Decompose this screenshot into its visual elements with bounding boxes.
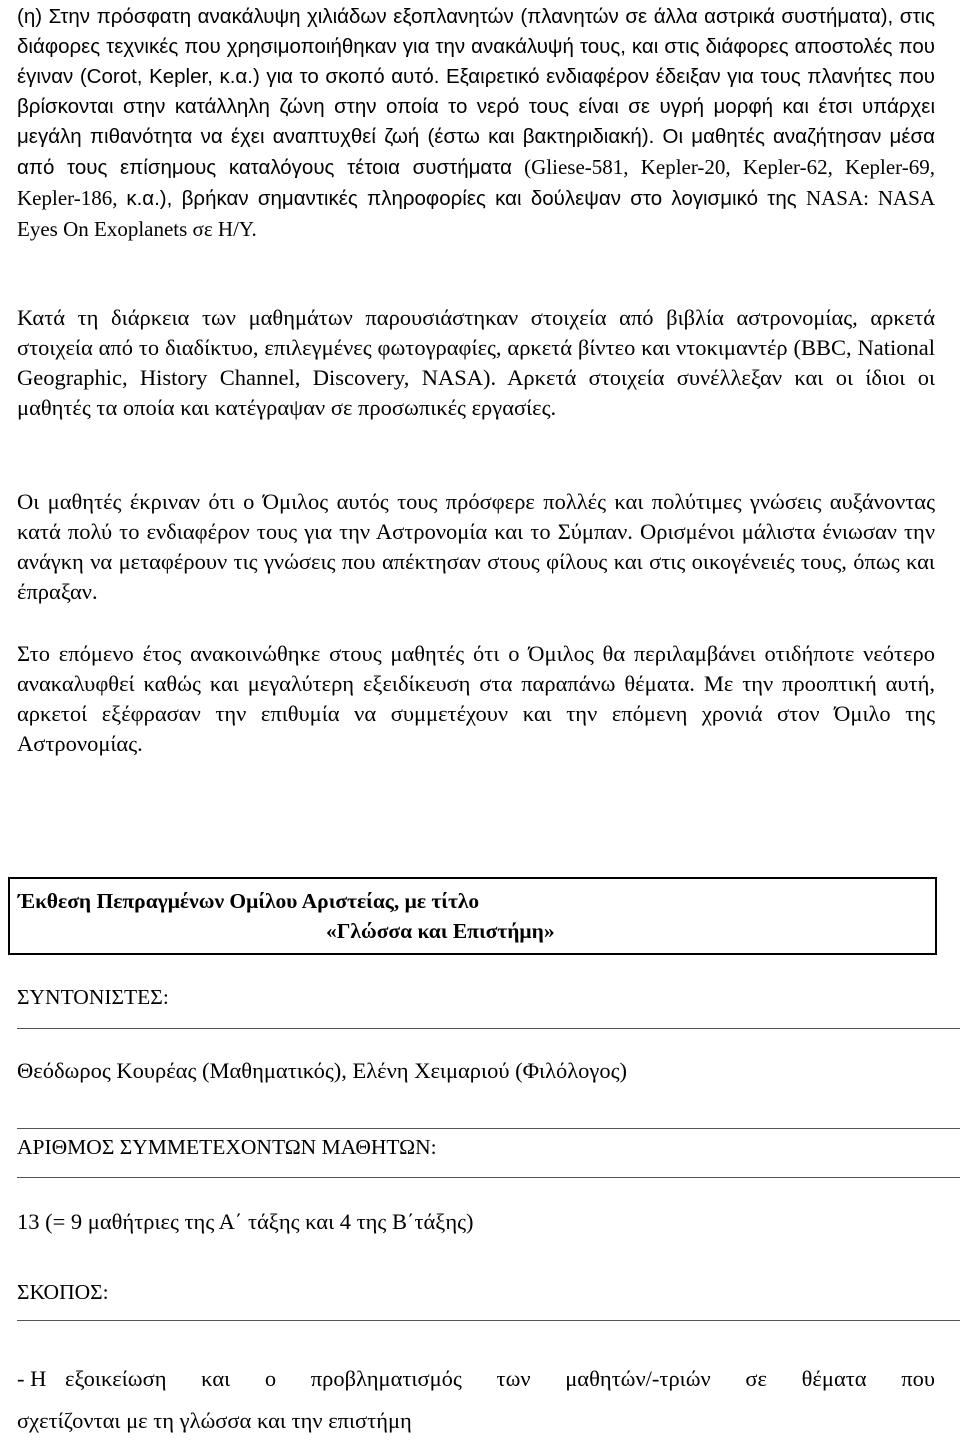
section-divider [17,1028,960,1029]
paragraph-exoplanets [17,2,935,245]
coordinators-names: Θεόδωρος Κουρέας (Μαθηματικός), Ελένη Χειμαριού (Φιλόλογος) [17,1058,628,1083]
goal-list-item [17,1358,935,1442]
participants-heading: ΑΡΙΘΜΟΣ ΣΥΜΜΕΤΕΧΟΝΤΩΝ ΜΑΘΗΤΩΝ: [17,1135,437,1159]
report-title-box [8,877,937,955]
goal-heading: ΣΚΟΠΟΣ: [17,1280,109,1304]
paragraph-exoplanets-part-d: NASA: NASA Eyes On Exoplanets σε Η/Υ. [17,186,935,241]
coordinators-heading: ΣΥΝΤΟΝΙΣΤΕΣ: [17,985,169,1009]
goal-item-line2: σχετίζονται με τη γλώσσα και την επιστήμη [17,1408,412,1433]
goal-dash: - Η [17,1366,47,1391]
section-divider [17,1177,960,1178]
paragraph-materials: Κατά τη διάρκεια των μαθημάτων παρουσιάστηκαν στοιχεία από βιβλία αστρονομίας, αρκετά στοιχεία από το διαδίκτυο, επιλεγμένες φωτογραφίες, αρκετά βίντεο και ντοκιμαντέρ (BBC, National Geographic, History Channel, Discovery, NASA). Αρκετά στοιχεία συνέλλεξαν και οι ίδιοι οι μαθητές τα οποία και κατέγραψαν σε προσωπικές εργασίες. [17,305,935,420]
participants-count: 13 (= 9 μαθήτριες της Α΄ τάξης και 4 της Β΄τάξης) [17,1209,474,1234]
report-title-line2: «Γλώσσα και Επιστήμη» [326,919,555,943]
report-title-line1: Έκθεση Πεπραγμένων Ομίλου Αριστείας, με τίτλο [18,889,480,913]
section-divider [17,1128,960,1129]
goal-item-line1: εξοικείωση και ο προβληματισμός των μαθητών/-τριών σε θέματα που [65,1366,935,1391]
section-divider [17,1320,960,1321]
paragraph-exoplanets-part-a: (η) Στην πρόσφατη ανακάλυψη χιλιάδων εξοπλανητών (πλανητών σε άλλα αστρικά συστήματα), στις διάφορες τεχνικές που χρησιμοποιήθηκαν για την ανακάλυψή τους, και στις διάφορες αποστολές που έγιναν (Corot, Kepler, κ.α.) για το σκοπό αυτό. Εξαιρετικό ενδιαφέρον έδειξαν για τους πλανήτες που βρίσκονται στην κατάλληλη ζώνη στην οποία το νερό τους είναι σε υγρή μορφή και έτσι υπάρχει μεγάλη πιθανότητα να έχει αναπτυχθεί ζωή (έστω και βακτηριδιακή). Οι μαθητές αναζήτησαν μέσα από τους επίσημους καταλόγους τέτοια συστήματα [17,5,935,179]
paragraph-exoplanets-part-b: (Gliese-581, Kepler-20, Kepler-62, Kepler-69, Kepler-186, [17,155,935,210]
paragraph-exoplanets-part-c: κ.α.), βρήκαν σημαντικές πληροφορίες και δούλεψαν στο λογισμικό της [126,187,806,210]
paragraph-student-feedback: Οι μαθητές έκριναν ότι ο Όμιλος αυτός τους πρόσφερε πολλές και πολύτιμες γνώσεις αυξάνοντας κατά πολύ το ενδιαφέρον τους για την Αστρονομία και το Σύμπαν. Ορισμένοι μάλιστα ένιωσαν την ανάγκη να μεταφέρουν τις γνώσεις που απέκτησαν στους φίλους και στις οικογένειές τους, όπως και έπραξαν. [17,489,935,604]
paragraph-next-year: Στο επόμενο έτος ανακοινώθηκε στους μαθητές ότι ο Όμιλος θα περιλαμβάνει οτιδήποτε νεότερο ανακαλυφθεί καθώς και μεγαλύτερη εξειδίκευση στα παραπάνω θέματα. Με την προοπτική αυτή, αρκετοί εξέφρασαν την επιθυμία να συμμετέχουν και την επόμενη χρονιά στον Όμιλο της Αστρονομίας. [17,641,935,756]
